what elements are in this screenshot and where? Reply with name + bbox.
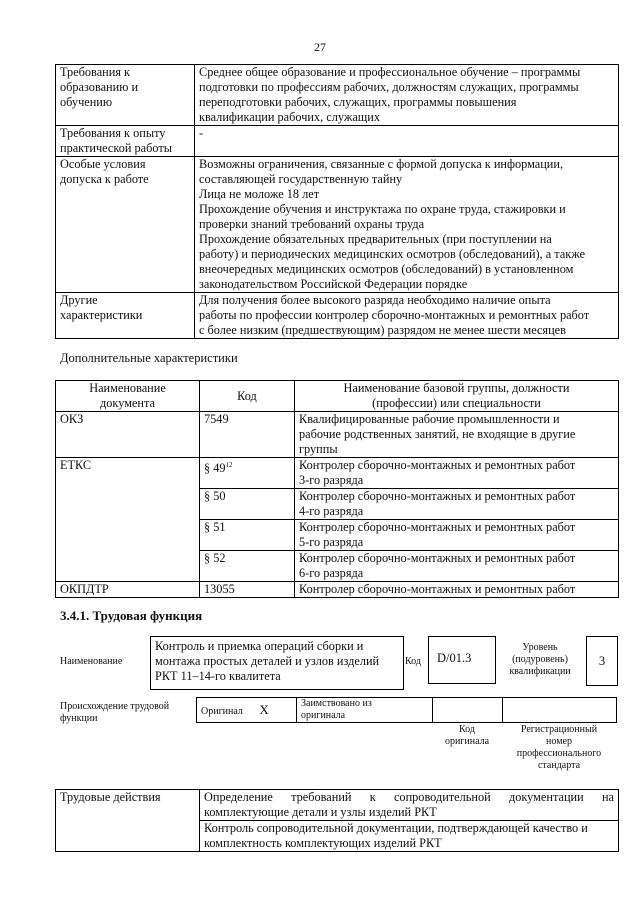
row-value: Среднее общее образование и профессиональное обучение – программы подготовки по профессиям рабочих, должностям служащих, программы переподготовки рабочих, служащих, программы повышения квалификации рабочих, служащих: [195, 65, 619, 126]
reg-number-label: Регистрационный номер профессионального стандарта: [516, 724, 602, 771]
doc-cell: ОКПДТР: [56, 582, 200, 598]
table-row: [56, 458, 619, 489]
row-label: Требования к образованию и обучению: [56, 65, 195, 126]
code-cell: 7549: [200, 412, 295, 458]
additional-table: [55, 380, 619, 598]
row-label: Требования к опыту практической работы: [56, 126, 195, 157]
level-label: Уровень (подуровень) квалификации: [509, 642, 571, 677]
group-cell: Контролер сборочно-монтажных и ремонтных работ 3-го разряда: [295, 458, 619, 489]
actions-table: [55, 789, 619, 852]
original-cell: Оригинал X: [197, 698, 297, 723]
table-row: [56, 293, 619, 339]
section-title: 3.4.1. Трудовая функция: [60, 608, 203, 623]
row-value: -: [195, 126, 619, 157]
table-row: [56, 126, 619, 157]
name-label: Наименование: [60, 656, 123, 667]
level-value-box: 3: [586, 636, 618, 686]
function-name-box: Контроль и приемка операций сборки и монтажа простых деталей и узлов изделий РКТ 11–14-го квалитета: [150, 636, 404, 690]
action-item: Определение требований к сопроводительной документации на комплектующие детали и узлы изделий РКТ: [200, 790, 619, 821]
additional-title: Дополнительные характеристики: [60, 351, 238, 365]
code-cell: § 52: [200, 551, 295, 582]
borrowed-cell: Заимствовано из оригинала: [297, 698, 433, 723]
row-value: Для получения более высокого разряда необходимо наличие опыта работы по профессии контролер сборочно-монтажных и ремонтных работ с более низким (предшествующим) разрядом не менее шести месяцев: [195, 293, 619, 339]
group-cell: Контролер сборочно-монтажных и ремонтных работ 4-го разряда: [295, 489, 619, 520]
table-row: [56, 790, 619, 821]
table-row: [197, 698, 617, 723]
header-code: Код: [200, 381, 295, 412]
code-cell: 13055: [200, 582, 295, 598]
code-cell: § 51: [200, 520, 295, 551]
table-header-row: [56, 381, 619, 412]
function-code-box: D/01.3: [428, 636, 496, 684]
table-row: [56, 65, 619, 126]
group-cell: Контролер сборочно-монтажных и ремонтных работ: [295, 582, 619, 598]
code-label: Код: [405, 656, 421, 667]
table-row: [56, 582, 619, 598]
header-document: Наименование документа: [56, 381, 200, 412]
group-cell: Контролер сборочно-монтажных и ремонтных работ 5-го разряда: [295, 520, 619, 551]
original-mark: X: [259, 701, 269, 717]
origin-table: [196, 697, 617, 723]
actions-label: Трудовые действия: [56, 790, 200, 852]
table-row: [56, 157, 619, 293]
reg-number-cell: [503, 698, 617, 723]
row-label: Другие характеристики: [56, 293, 195, 339]
code-cell: § 50: [200, 489, 295, 520]
action-item: Контроль сопроводительной документации, подтверждающей качество и комплектность комплектующих изделий РКТ: [200, 821, 619, 852]
row-label: Особые условия допуска к работе: [56, 157, 195, 293]
group-cell: Контролер сборочно-монтажных и ремонтных работ 6-го разряда: [295, 551, 619, 582]
doc-cell: ОКЗ: [56, 412, 200, 458]
table-row: [56, 412, 619, 458]
code-cell: § $49^{12}$: [200, 458, 295, 489]
requirements-table: [55, 64, 619, 339]
row-value: Возможны ограничения, связанные с формой допуска к информации, составляющей государственную тайну Лица не моложе 18 лет Прохождение обучения и инструктажа по охране труда, стажировки и проверки знаний требований охраны труда Прохождение обязательных предварительных (при поступлении на работу) и периодических медицинских осмотров (обследований), а также внеочередных медицинских осмотров (обследований) в установленном законодательством Российской Федерации порядке: [195, 157, 619, 293]
page-number: 27: [314, 40, 326, 54]
group-cell: Квалифицированные рабочие промышленности и рабочие родственных занятий, не входящие в другие группы: [295, 412, 619, 458]
doc-cell: ЕТКС: [56, 458, 200, 582]
origin-label: Происхождение трудовой функции: [60, 701, 170, 724]
header-group-name: Наименование базовой группы, должности (профессии) или специальности: [295, 381, 619, 412]
origin-code-cell: [433, 698, 503, 723]
origin-code-label: Код оригинала: [444, 724, 490, 747]
